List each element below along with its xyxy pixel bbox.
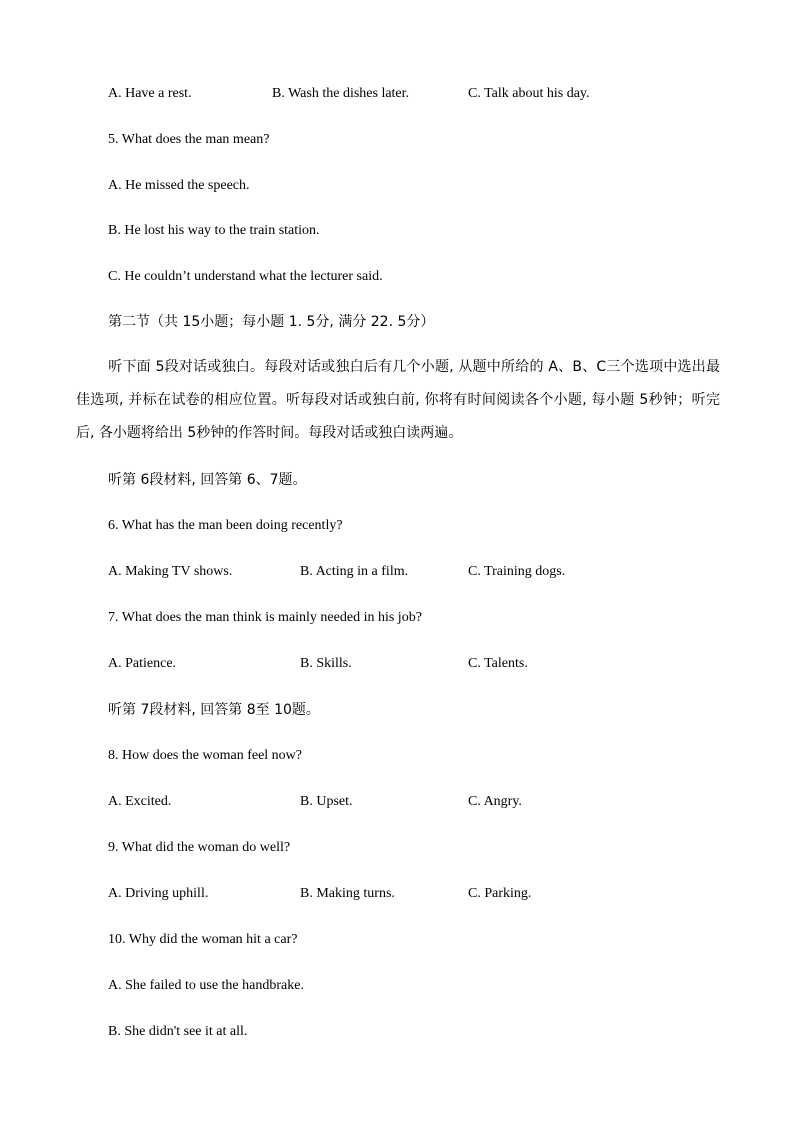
q9-option-b: B. Making turns. (300, 886, 395, 901)
q7-option-a: A. Patience. (108, 656, 177, 671)
section2-instructions (76, 351, 720, 450)
q8-option-b: B. Upset. (300, 794, 353, 809)
q7-option-b: B. Skills. (300, 656, 352, 671)
q4-option-b: B. Wash the dishes later. (272, 86, 410, 101)
q7-option-c: C. Talents. (468, 656, 528, 671)
q6-option-a: A. Making TV shows. (108, 564, 233, 579)
q10-option-a: A. She failed to use the handbrake. (108, 978, 304, 993)
passage6-heading: 听第 6段材料, 回答第 6、7题。 (108, 472, 307, 488)
q5-option-b: B. He lost his way to the train station. (108, 223, 320, 238)
q5-option-c: C. He couldn’t understand what the lecturer said. (108, 269, 383, 284)
q10-option-b: B. She didn't see it at all. (108, 1024, 248, 1039)
q5-option-a: A. He missed the speech. (108, 178, 250, 193)
section2-instructions-text: 听下面 5段对话或独白。每段对话或独白后有几个小题, 从题中所给的 A、B、C三个选项中选出最佳选项, 并标在试卷的相应位置。听每段对话或独白前, 你将有时间阅读各个小题, 每小题 5秒钟；听完后, 各小题将给出 5秒钟的作答时间。每段对话或独白读两遍。 (76, 359, 720, 441)
q6-question: 6. What has the man been doing recently? (108, 518, 343, 533)
q6-option-b: B. Acting in a film. (300, 564, 409, 579)
q8-option-a: A. Excited. (108, 794, 172, 809)
section2-title: 第二节（共 15小题；每小题 1. 5分, 满分 22. 5分） (108, 314, 435, 330)
q6-option-c: C. Training dogs. (468, 564, 566, 579)
q4-option-a: A. Have a rest. (108, 86, 192, 101)
q8-question: 8. How does the woman feel now? (108, 748, 303, 763)
q5-question: 5. What does the man mean? (108, 132, 270, 147)
q7-question: 7. What does the man think is mainly needed in his job? (108, 610, 422, 625)
q9-question: 9. What did the woman do well? (108, 840, 291, 855)
q4-option-c: C. Talk about his day. (468, 86, 590, 101)
q8-option-c: C. Angry. (468, 794, 522, 809)
q9-option-a: A. Driving uphill. (108, 886, 209, 901)
q10-question: 10. Why did the woman hit a car? (108, 932, 298, 947)
q9-option-c: C. Parking. (468, 886, 532, 901)
passage7-heading: 听第 7段材料, 回答第 8至 10题。 (108, 702, 320, 718)
